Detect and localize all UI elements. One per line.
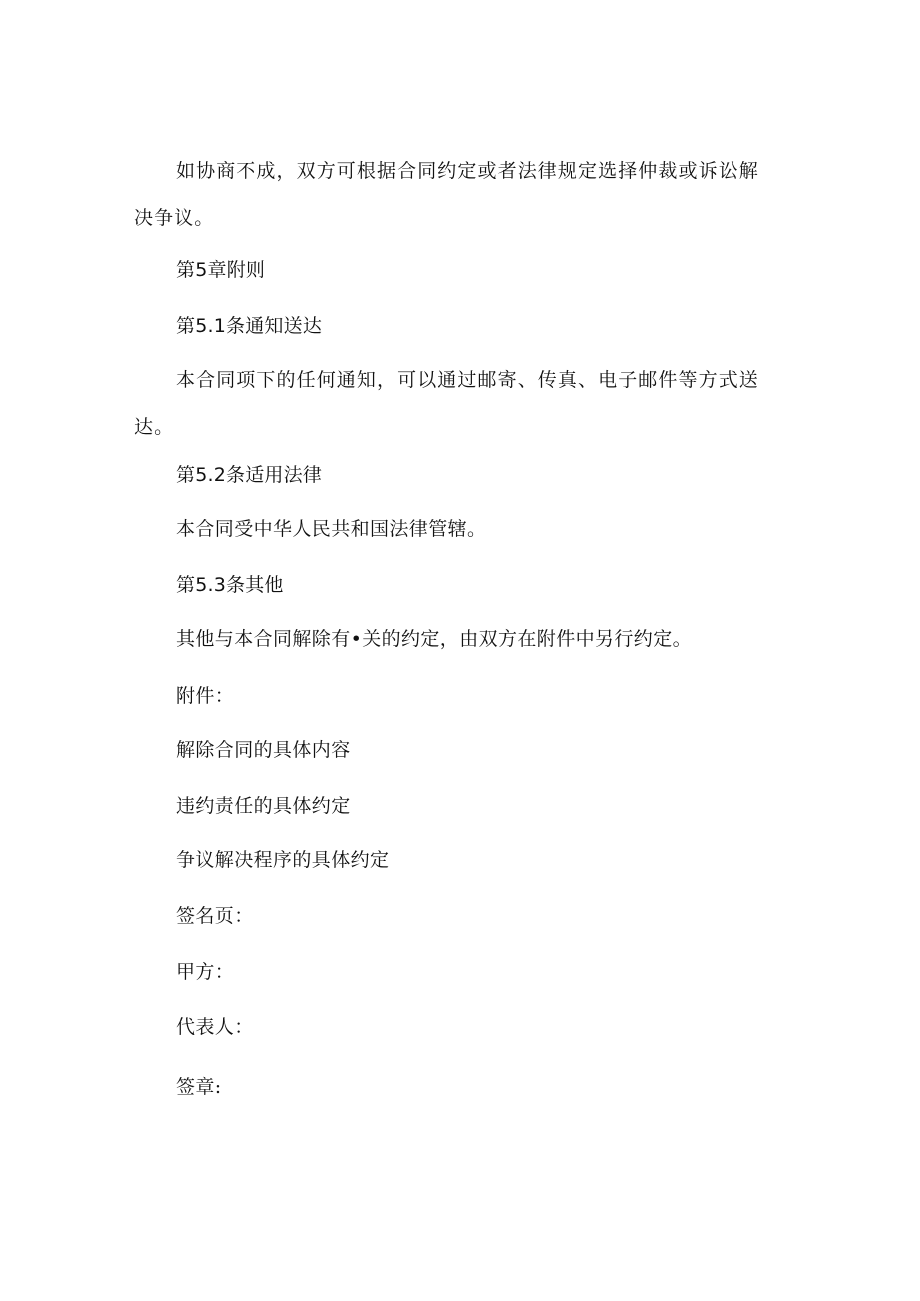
attachments-title: 附件： [176, 685, 235, 707]
article-5-2-text: 本合同受中华人民共和国法律管辖。 [176, 518, 487, 540]
attachment-item: 违约责任的具体约定 [176, 795, 351, 817]
party-a-label: 甲方： [176, 961, 235, 983]
article-5-1-text: 本合同项下的任何通知，可以通过邮寄、传真、电子邮件等方式送达。 [134, 369, 759, 438]
attachment-item: 解除合同的具体内容 [176, 739, 351, 761]
chapter-5-title: 第5章附则 [176, 259, 266, 281]
dispute-resolution-paragraph: 如协商不成，双方可根据合同约定或者法律规定选择仲裁或诉讼解决争议。 [134, 160, 759, 229]
signature-page-title: 签名页： [176, 905, 254, 927]
article-5-1-title: 第5.1条通知送达 [176, 315, 323, 337]
article-5-3-text: 其他与本合同解除有•关的约定，由双方在附件中另行约定。 [176, 628, 693, 650]
article-5-3-title: 第5.3条其他 [176, 574, 284, 596]
representative-label: 代表人： [176, 1016, 254, 1038]
seal-label: 签章: [176, 1076, 222, 1098]
attachment-item: 争议解决程序的具体约定 [176, 849, 390, 871]
article-5-2-title: 第5.2条适用法律 [176, 464, 323, 486]
